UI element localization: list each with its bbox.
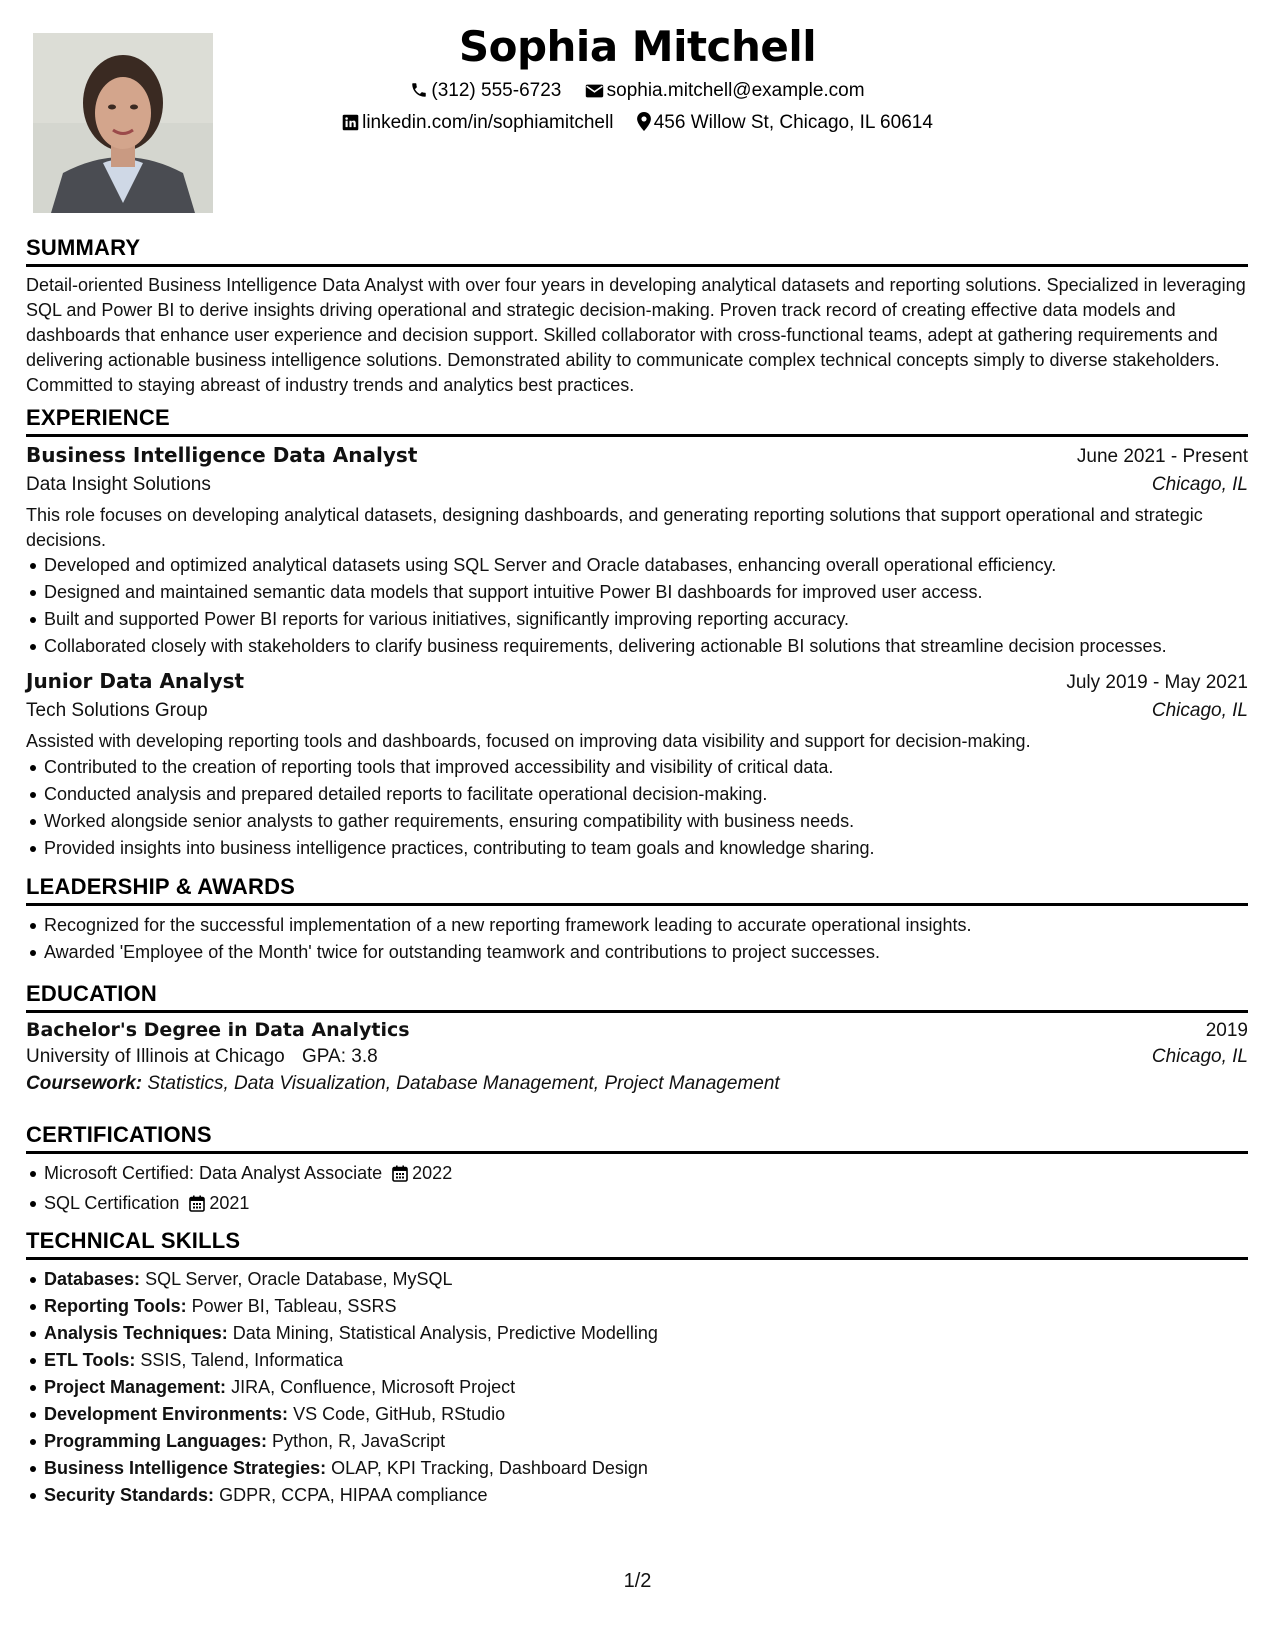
- skills-section: [26, 1226, 1248, 1509]
- skill-value: GDPR, CCPA, HIPAA compliance: [219, 1485, 488, 1505]
- map-pin-icon: [637, 112, 651, 137]
- list-item: Built and supported Power BI reports for various initiatives, significantly improving reporting accuracy.: [44, 606, 1248, 633]
- skills-list: [26, 1266, 1248, 1509]
- list-item: [44, 1347, 1248, 1374]
- gpa: GPA: 3.8: [302, 1046, 378, 1067]
- skill-value: JIRA, Confluence, Microsoft Project: [231, 1377, 516, 1397]
- section-divider: [26, 434, 1248, 437]
- list-item: Awarded 'Employee of the Month' twice for outstanding teamwork and contributions to project successes.: [44, 939, 1248, 966]
- list-item: [44, 1190, 1248, 1220]
- section-title: LEADERSHIP & AWARDS: [26, 874, 296, 899]
- skill-value: Python, R, JavaScript: [272, 1431, 446, 1451]
- school-location: Chicago, IL: [1151, 1046, 1248, 1067]
- list-item: Collaborated closely with stakeholders to clarify business requirements, delivering actionable BI solutions that streamline decision processes.: [44, 633, 1248, 660]
- section-divider: [26, 1010, 1248, 1013]
- section-divider: [26, 264, 1248, 267]
- school-name: University of Illinois at Chicago: [26, 1046, 285, 1067]
- section-divider: [26, 903, 1248, 906]
- job-entry: [26, 669, 1248, 862]
- phone-text: (312) 555-6723: [431, 80, 562, 101]
- list-item: [44, 1266, 1248, 1293]
- job-dates: July 2019 - May 2021: [1066, 672, 1248, 693]
- list-item: [44, 1401, 1248, 1428]
- envelope-icon: [585, 83, 604, 105]
- certification-name: Microsoft Certified: Data Analyst Associate: [44, 1163, 383, 1183]
- address-text: 456 Willow St, Chicago, IL 60614: [653, 112, 933, 133]
- phone-icon: [410, 81, 428, 105]
- skill-label: ETL Tools:: [44, 1350, 136, 1370]
- job-description: This role focuses on developing analytical datasets, designing dashboards, and generating reporting solutions that support operational and strategic decisions.: [26, 505, 1203, 550]
- skill-value: Data Mining, Statistical Analysis, Predictive Modelling: [232, 1323, 658, 1343]
- leadership-section: [26, 872, 1248, 966]
- skill-value: VS Code, GitHub, RStudio: [293, 1404, 506, 1424]
- email-text: sophia.mitchell@example.com: [606, 80, 865, 101]
- skill-value: Power BI, Tableau, SSRS: [191, 1296, 397, 1316]
- list-item: [44, 1482, 1248, 1509]
- certifications-section: [26, 1120, 1248, 1220]
- phone-contact[interactable]: [410, 80, 561, 105]
- list-item: [44, 1428, 1248, 1455]
- section-title: TECHNICAL SKILLS: [26, 1228, 241, 1253]
- list-item: [44, 1293, 1248, 1320]
- list-item: Contributed to the creation of reporting tools that improved accessibility and visibility of critical data.: [44, 754, 1248, 781]
- list-item: [44, 1455, 1248, 1482]
- certification-year: 2022: [412, 1163, 453, 1183]
- list-item: Provided insights into business intelligence practices, contributing to team goals and knowledge sharing.: [44, 835, 1248, 862]
- job-bullets: [26, 754, 1248, 862]
- email-contact[interactable]: [585, 80, 865, 105]
- summary-section: [26, 233, 1248, 398]
- skill-value: SQL Server, Oracle Database, MySQL: [145, 1269, 453, 1289]
- job-location: Chicago, IL: [1151, 474, 1248, 495]
- list-item: Designed and maintained semantic data models that support intuitive Power BI dashboards for improved user access.: [44, 579, 1248, 606]
- section-title: CERTIFICATIONS: [26, 1122, 212, 1147]
- list-item: [44, 1374, 1248, 1401]
- list-item: Developed and optimized analytical datasets using SQL Server and Oracle databases, enhancing overall operational efficiency.: [44, 552, 1248, 579]
- list-item: [44, 1160, 1248, 1190]
- section-divider: [26, 1151, 1248, 1154]
- skill-label: Programming Languages:: [44, 1431, 268, 1451]
- graduation-year: 2019: [1205, 1020, 1248, 1041]
- linkedin-text: linkedin.com/in/sophiamitchell: [362, 112, 614, 133]
- skill-label: Business Intelligence Strategies:: [44, 1458, 327, 1478]
- job-bullets: [26, 552, 1248, 660]
- candidate-name: Sophia Mitchell: [458, 22, 817, 71]
- calendar-icon: [392, 1163, 408, 1190]
- section-title: EXPERIENCE: [26, 405, 170, 430]
- address-contact: [637, 112, 933, 137]
- certification-year: 2021: [209, 1193, 250, 1213]
- awards-list: [26, 912, 1248, 966]
- section-divider: [26, 1257, 1248, 1260]
- skill-label: Security Standards:: [44, 1485, 215, 1505]
- contact-row-secondary: [0, 112, 1275, 137]
- job-title: Junior Data Analyst: [26, 669, 245, 693]
- linkedin-contact[interactable]: [342, 112, 613, 137]
- list-item: [44, 1320, 1248, 1347]
- coursework-list: Statistics, Data Visualization, Database Management, Project Management: [147, 1073, 780, 1094]
- list-item: Conducted analysis and prepared detailed reports to facilitate operational decision-making.: [44, 781, 1248, 808]
- coursework: [26, 1073, 1248, 1095]
- summary-text: Detail-oriented Business Intelligence Data Analyst with over four years in developing analytical datasets and reporting solutions. Specialized in leveraging SQL and Power BI to derive insights driving operational and strategic decision-making. Proven track record of creating effective data models and dashboards that enhance user experience and decision support. Skilled collaborator with cross-functional teams, adept at gathering requirements and delivering actionable business intelligence solutions. Demonstrated ability to communicate complex technical concepts simply to diverse stakeholders. Committed to staying abreast of industry trends and analytics best practices.: [26, 275, 1246, 395]
- section-title: EDUCATION: [26, 981, 157, 1006]
- list-item: Worked alongside senior analysts to gather requirements, ensuring compatibility with business needs.: [44, 808, 1248, 835]
- skill-label: Project Management:: [44, 1377, 227, 1397]
- company-name: Tech Solutions Group: [26, 700, 208, 721]
- skill-label: Databases:: [44, 1269, 141, 1289]
- skill-value: SSIS, Talend, Informatica: [140, 1350, 344, 1370]
- certifications-list: [26, 1160, 1248, 1220]
- job-title: Business Intelligence Data Analyst: [26, 443, 418, 467]
- job-location: Chicago, IL: [1151, 700, 1248, 721]
- job-dates: June 2021 - Present: [1076, 446, 1248, 467]
- section-title: SUMMARY: [26, 235, 141, 260]
- company-name: Data Insight Solutions: [26, 474, 211, 495]
- linkedin-icon: [342, 114, 359, 137]
- experience-section: [26, 403, 1248, 862]
- job-description: Assisted with developing reporting tools and dashboards, focused on improving data visibility and support for decision-making.: [26, 731, 1031, 751]
- page-number: 1/2: [623, 1570, 652, 1592]
- contact-row-primary: [0, 80, 1275, 105]
- skill-value: OLAP, KPI Tracking, Dashboard Design: [331, 1458, 648, 1478]
- skill-label: Development Environments:: [44, 1404, 289, 1424]
- certification-name: SQL Certification: [44, 1193, 180, 1213]
- education-section: [26, 979, 1248, 1095]
- calendar-icon: [189, 1193, 205, 1220]
- list-item: Recognized for the successful implementation of a new reporting framework leading to accurate operational insights.: [44, 912, 1248, 939]
- coursework-label: Coursework:: [26, 1073, 143, 1094]
- skill-label: Reporting Tools:: [44, 1296, 187, 1316]
- job-entry: [26, 443, 1248, 660]
- degree-title: Bachelor's Degree in Data Analytics: [26, 1019, 410, 1041]
- skill-label: Analysis Techniques:: [44, 1323, 228, 1343]
